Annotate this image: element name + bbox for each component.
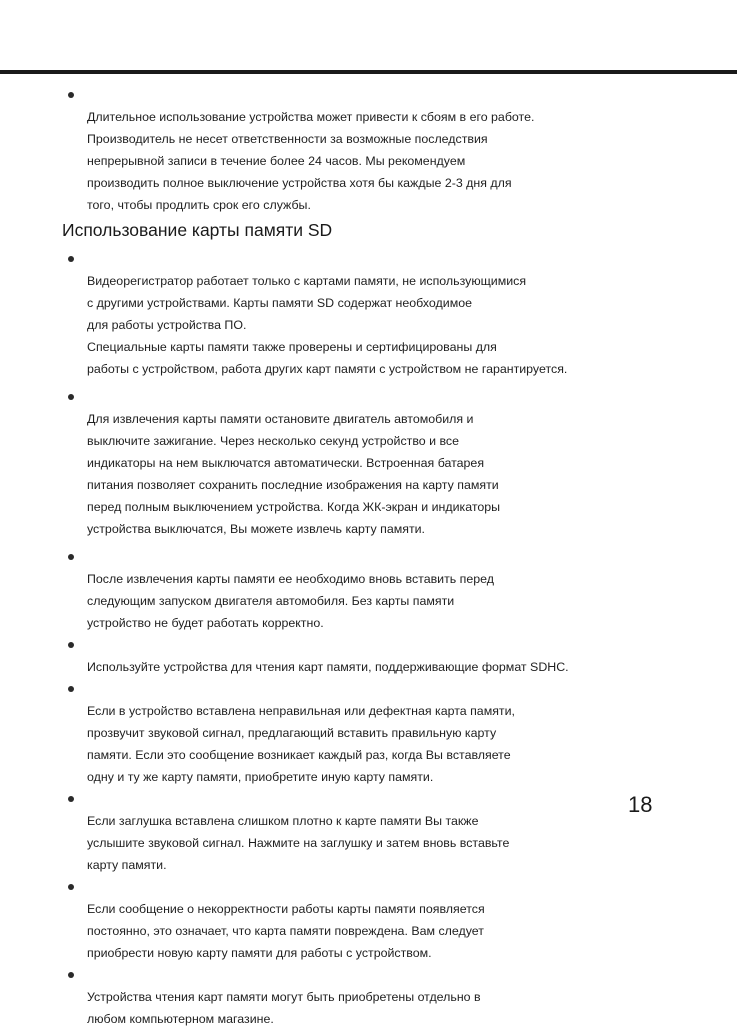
bullet-dot-icon <box>68 394 74 400</box>
header-rule <box>0 70 737 74</box>
list-item <box>62 964 702 1030</box>
sd-card-bullet-list <box>62 248 702 1030</box>
list-item-text: Устройства чтения карт памяти могут быть приобретены отдельно в любом компьютерном магазине. <box>87 990 481 1026</box>
bullet-dot-icon <box>68 554 74 560</box>
list-item-text: Видеорегистратор работает только с картами памяти, не использующимися с другими устройствами. Карты памяти SD содержат необходимое для работы устройства ПО. Специальные карты памяти также проверены и сертифицированы для работы с устройством, работа других карт памяти с устройством не гарантируется. <box>87 274 568 376</box>
bullet-dot-icon <box>68 884 74 890</box>
list-item-text: Используйте устройства для чтения карт памяти, поддерживающие формат SDHC. <box>87 660 569 674</box>
bullet-dot-icon <box>68 92 74 98</box>
list-item-text: Если сообщение о некорректности работы карты памяти появляется постоянно, это означает, что карта памяти повреждена. Вам следует приобрести новую карту памяти для работы с устройством. <box>87 902 485 960</box>
list-item <box>62 788 702 876</box>
bullet-dot-icon <box>68 686 74 692</box>
bullet-dot-icon <box>68 972 74 978</box>
intro-bullet-list <box>62 84 702 216</box>
list-item-text: Для извлечения карты памяти остановите двигатель автомобиля и выключите зажигание. Через несколько секунд устройство и все индикаторы на нем выключатся автоматически. Встроенная батарея питания позволяет сохранить последние изображения на карту памяти перед полным выключением устройства. Когда ЖК-экран и индикаторы устройства выключатся, Вы можете извлечь карту памяти. <box>87 412 501 536</box>
list-item-text: Длительное использование устройства может привести к сбоям в его работе. Производитель не несет ответственности за возможные последствия непрерывной записи в течение более 24 часов. Мы рекомендуем производить полное выключение устройства хотя бы каждые 2-3 дня для того, чтобы продлить срок его службы. <box>87 110 535 212</box>
list-item <box>62 876 702 964</box>
page-content <box>62 84 702 1030</box>
bullet-dot-icon <box>68 796 74 802</box>
list-item <box>62 386 702 540</box>
list-item-text: Если заглушка вставлена слишком плотно к карте памяти Вы также услышите звуковой сигнал. Нажмите на заглушку и затем вновь вставьте карту памяти. <box>87 814 510 872</box>
list-item <box>62 84 702 216</box>
bullet-dot-icon <box>68 256 74 262</box>
page-number: 18 <box>628 792 653 817</box>
list-item-text: После извлечения карты памяти ее необходимо вновь вставить перед следующим запуском двигателя автомобиля. Без карты памяти устройство не будет работать корректно. <box>87 572 495 630</box>
list-item <box>62 634 702 678</box>
list-item <box>62 248 702 380</box>
bullet-dot-icon <box>68 642 74 648</box>
list-item-text: Если в устройство вставлена неправильная или дефектная карта памяти, прозвучит звуковой сигнал, предлагающий вставить правильную карту памяти. Если это сообщение возникает каждый раз, когда Вы вставляете одну и ту же карту памяти, приобретите иную карту памяти. <box>87 704 515 784</box>
section-heading: Использование карты памяти SD <box>62 220 333 240</box>
list-item <box>62 678 702 788</box>
list-item <box>62 546 702 634</box>
